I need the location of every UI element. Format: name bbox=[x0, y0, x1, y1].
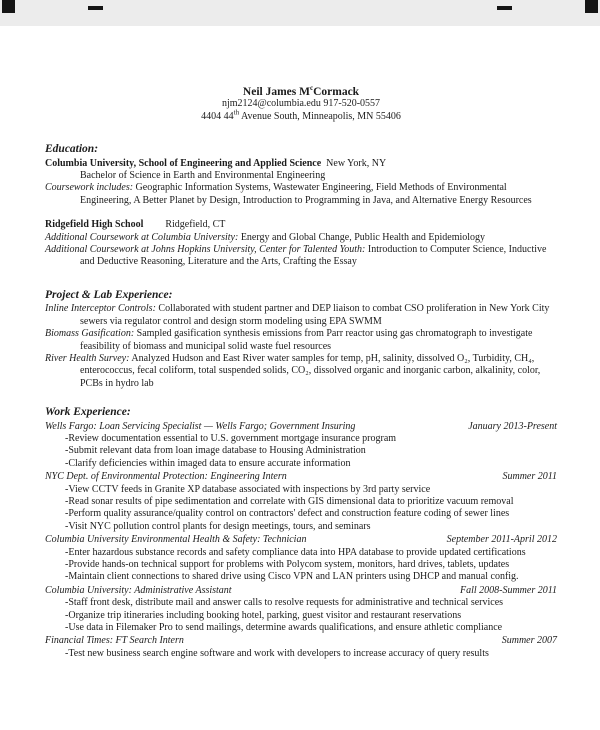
education-section bbox=[45, 143, 557, 269]
contact-line: njm2124@columbia.edu 917-520-0557 bbox=[221, 98, 381, 110]
job-date: Summer 2011 bbox=[502, 471, 557, 483]
coursework-label: Coursework includes: bbox=[45, 182, 134, 194]
person-name-suffix: Cormack bbox=[313, 86, 360, 98]
project-text: Sampled gasification synthesis emissions from Parr reactor using gas chromatograph to investigate feasibility of biomass and municipal solid waste fuel resources bbox=[80, 328, 533, 352]
job-entry bbox=[45, 635, 557, 660]
education-heading: Education: bbox=[45, 143, 99, 156]
job-header bbox=[45, 585, 557, 597]
additional-coursework-line bbox=[45, 232, 557, 244]
job-date: September 2011-April 2012 bbox=[446, 534, 557, 546]
bullet-item: - Enter hazardous substance records and safety compliance data into HPA database to provide updated certifications bbox=[45, 547, 557, 559]
bullet-item: - Maintain client connections to shared drive using Cisco VPN and LAN printers using DHCP and manual config. bbox=[45, 571, 557, 583]
project-item bbox=[45, 353, 557, 390]
job-date: Fall 2008-Summer 2011 bbox=[459, 584, 557, 596]
additional-coursework-text: Energy and Global Change, Public Health and Epidemiology bbox=[238, 231, 486, 243]
job-entry bbox=[45, 534, 557, 584]
crop-mark-top-left bbox=[2, 0, 15, 13]
project-label: Inline Interceptor Controls: bbox=[45, 303, 156, 315]
job-header bbox=[45, 635, 557, 647]
school-name: Ridgefield High School bbox=[45, 219, 144, 231]
bullet-item: - Staff front desk, distribute mail and answer calls to resolve requests for administrative and technical services bbox=[45, 597, 557, 609]
job-date: Summer 2007 bbox=[501, 635, 557, 647]
project-item bbox=[45, 303, 557, 328]
registration-dash-left bbox=[88, 6, 103, 10]
address-line bbox=[45, 108, 557, 123]
address-superscript: th bbox=[233, 108, 240, 117]
job-header bbox=[45, 471, 557, 483]
scan-top-band bbox=[0, 0, 600, 26]
job-title: Wells Fargo: Loan Servicing Specialist — Wells Fargo; Government Insuring bbox=[45, 420, 356, 432]
coursework-line bbox=[45, 182, 557, 207]
registration-dash-right bbox=[497, 6, 512, 10]
job-entry bbox=[45, 421, 557, 471]
bullet-item: - Read sonar results of pipe sedimentation and correlate with GIS dimensional data to prioritize vacuum removal bbox=[45, 496, 557, 508]
job-title: Columbia University Environmental Health & Safety: Technician bbox=[45, 534, 307, 546]
job-title: Columbia University: Administrative Assistant bbox=[45, 584, 232, 596]
school-location: New York, NY bbox=[326, 157, 387, 169]
additional-coursework-label: Additional Coursework at Columbia University: bbox=[45, 231, 239, 243]
projects-heading: Project & Lab Experience: bbox=[45, 288, 173, 301]
school-name: Columbia University, School of Engineering and Applied Science bbox=[45, 157, 322, 169]
bullet-item: - Clarify deficiencies within imaged data to ensure accurate information bbox=[45, 458, 557, 470]
bullet-item: - Perform quality assurance/quality control on contractors' defect and construction feature coding of sewer lines bbox=[45, 508, 557, 520]
work-heading: Work Experience: bbox=[45, 406, 131, 419]
job-header bbox=[45, 421, 557, 433]
bullet-item: - Review documentation essential to U.S. government mortgage insurance program bbox=[45, 433, 557, 445]
bullet-item: - Use data in Filemaker Pro to send mailings, determine awards qualifications, and ensure athletic compliance bbox=[45, 622, 557, 634]
job-title: Financial Times: FT Search Intern bbox=[45, 635, 184, 647]
project-text: Analyzed Hudson and East River water samples for temp, pH, salinity, dissolved O₂, Turbidity, CH₄, enterococcus, fecal coliform, total suspended solids, CO₂, dissolved organic and inorganic carbon, alkalinity, color, PCBs in hydro lab bbox=[80, 352, 541, 389]
resume-header bbox=[45, 86, 557, 123]
bullet-item: - Visit NYC pollution control plants for design meetings, tours, and seminars bbox=[45, 521, 557, 533]
bullet-item: - View CCTV feeds in Granite XP database associated with inspections by 3rd party service bbox=[45, 484, 557, 496]
work-section bbox=[45, 406, 557, 660]
address-suffix: Avenue South, Minneapolis, MN 55406 bbox=[239, 110, 401, 122]
address-prefix: 4404 44 bbox=[201, 110, 234, 122]
bullet-item: - Submit relevant data from loan image database to Housing Administration bbox=[45, 445, 557, 457]
person-name-superscript: c bbox=[309, 84, 314, 93]
degree-line: Bachelor of Science in Earth and Environmental Engineering bbox=[80, 170, 326, 182]
bullet-item: - Provide hands-on technical support for problems with Polycom system, monitors, hard drives, tablets, updates bbox=[45, 559, 557, 571]
job-date: January 2013-Present bbox=[468, 420, 557, 432]
bullet-item: - Test new business search engine software and work with developers to increase accuracy of query results bbox=[45, 648, 557, 660]
coursework-text: Geographic Information Systems, Wastewater Engineering, Field Methods of Environmental Engineering, A Better Planet by Design, Introduction to Programming in Java, and Alternative Energy Resources bbox=[80, 182, 532, 206]
project-label: River Health Survey: bbox=[45, 352, 130, 364]
job-title: NYC Dept. of Environmental Protection: Engineering Intern bbox=[45, 471, 287, 483]
school-line-columbia bbox=[45, 158, 557, 170]
crop-mark-top-right bbox=[585, 0, 598, 13]
bullet-item: - Organize trip itineraries including booking hotel, parking, guest visitor and restaurant reservations bbox=[45, 610, 557, 622]
additional-coursework-line bbox=[45, 244, 557, 269]
project-text: Collaborated with student partner and DEP liaison to combat CSO proliferation in New York City sewers via regulator control and design storm modeling using EPA SWMM bbox=[80, 303, 550, 327]
resume-content bbox=[45, 86, 557, 660]
additional-coursework-label: Additional Coursework at Johns Hopkins University, Center for Talented Youth: bbox=[45, 244, 366, 256]
person-name bbox=[45, 86, 557, 98]
person-name-prefix: Neil James M bbox=[242, 86, 310, 98]
job-header bbox=[45, 534, 557, 546]
additional-coursework-text: Introduction to Computer Science, Inductive and Deductive Reasoning, Literature and the Arts, Crafting the Essay bbox=[80, 244, 547, 268]
project-label: Biomass Gasification: bbox=[45, 328, 135, 340]
projects-section bbox=[45, 289, 557, 390]
project-item bbox=[45, 328, 557, 353]
school-location: Ridgefield, CT bbox=[165, 219, 226, 231]
job-entry bbox=[45, 471, 557, 533]
school-line-highschool bbox=[45, 219, 557, 231]
job-entry bbox=[45, 585, 557, 635]
